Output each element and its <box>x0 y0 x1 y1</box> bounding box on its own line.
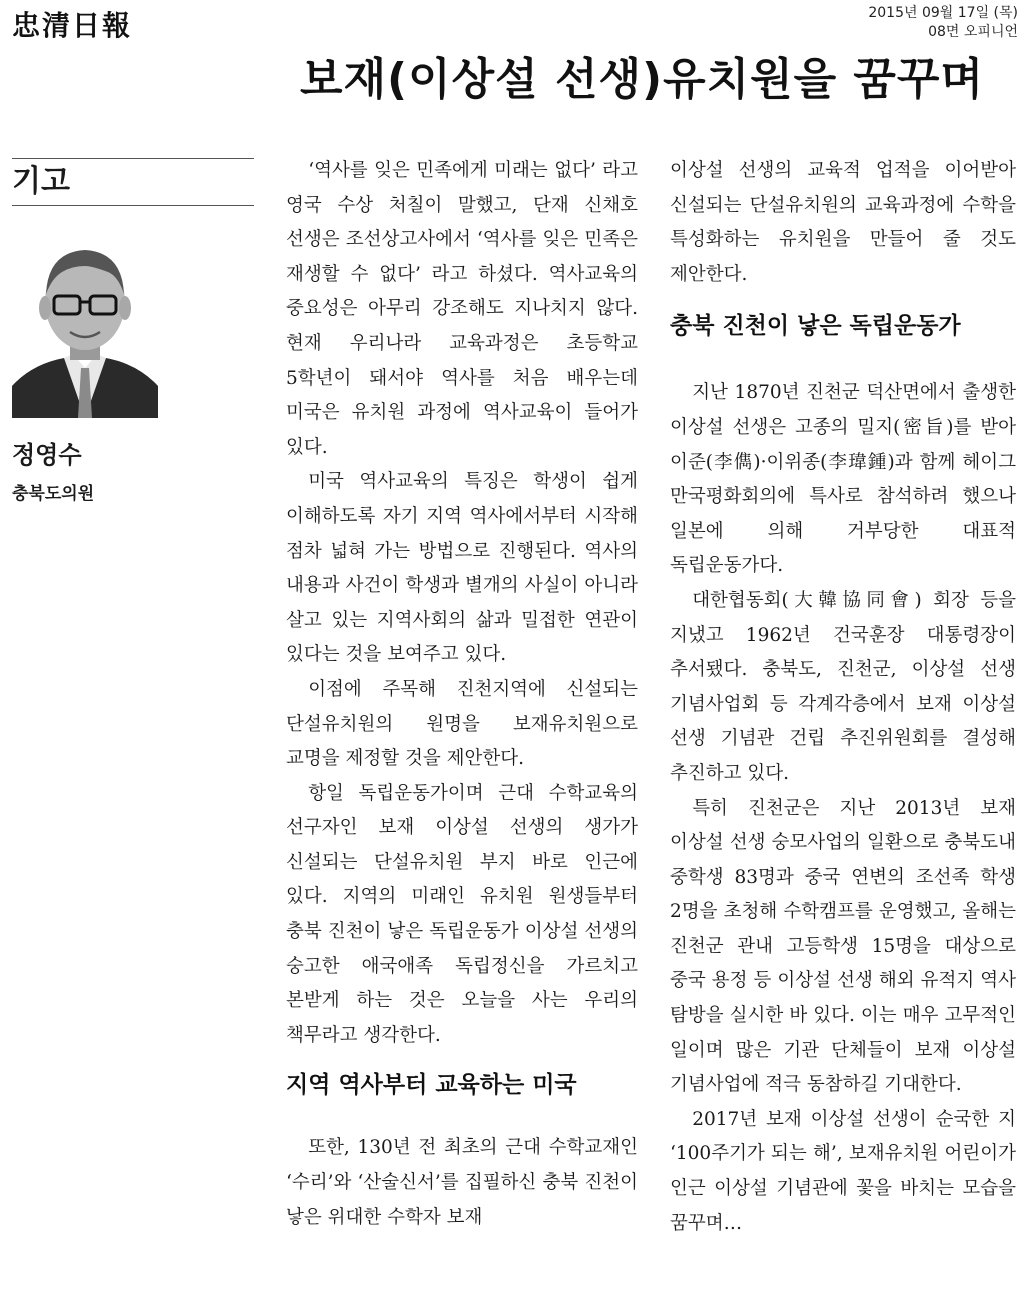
issue-date: 2015년 09월 17일 (목) <box>868 5 1018 21</box>
author-portrait <box>12 236 158 418</box>
article-paragraph: 대한협동회(大韓協同會) 회장 등을 지냈고 1962년 건국훈장 대통령장이 추서됐다. 충북도, 진천군, 이상설 선생 기념사업회 등 각계각층에서 보재 이상설 선생 기념관 건립 추진위원회를 결성해 추진하고 있다. <box>670 589 1016 784</box>
article-subheading: 충북 진천이 낳은 독립운동가 <box>670 313 961 340</box>
article-paragraph: ‘역사를 잊은 민족에게 미래는 없다’ 라고 영국 수상 처칠이 말했고, 단재 신채호 선생은 조선상고사에서 ‘역사를 잊은 민족은 재생할 수 없다’ 라고 하셨다. 역사교육의 중요성은 아무리 강조해도 지나치지 않다. 현재 우리나라 교육과정은 초등학교 5학년이 돼서야 역사를 처음 배우는데 미국은 유치원 과정에 역사교육이 들어가 있다. <box>286 160 638 458</box>
article-paragraph: 특히 진천군은 지난 2013년 보재 이상설 선생 숭모사업의 일환으로 충북도내 중학생 83명과 중국 연변의 조선족 학생 2명을 초청해 수학캠프를 운영했고, 올해는 진천군 관내 고등학생 15명을 대상으로 중국 용정 등 이상설 선생 해외 유적지 역사 탐방을 실시한 바 있다. 이는 매우 고무적인 일이며 많은 기관 단체들이 보재 이상설 기념사업에 적극 동참하길 기대한다. <box>670 797 1016 1096</box>
article-column-2 <box>670 154 1016 1241</box>
author-photo-illustration <box>12 236 158 418</box>
article-paragraph: 항일 독립운동가이며 근대 수학교육의 선구자인 보재 이상설 선생의 생가가 신설되는 단설유치원 부지 바로 인근에 있다. 지역의 미래인 유치원 원생들부터 충북 진천이 낳은 독립운동가 이상설 선생의 숭고한 애국애족 독립정신을 가르치고 본받게 하는 것은 오늘을 사는 우리의 책무라고 생각한다. <box>286 782 638 1046</box>
article-headline: 보재(이상설 선생)유치원을 꿈꾸며 <box>300 54 984 105</box>
section-label: 기고 <box>12 164 70 199</box>
article-paragraph: 이상설 선생의 교육적 업적을 이어받아 신설되는 단설유치원의 교육과정에 수학을 특성화하는 유치원을 만들어 줄 것도 제안한다. <box>670 160 1016 285</box>
article-subheading: 지역 역사부터 교육하는 미국 <box>286 1072 577 1099</box>
article-paragraph: 2017년 보재 이상설 선생이 순국한 지 ‘100주기가 되는 해’, 보재유치원 어린이가 인근 이상설 기념관에 꽃을 바치는 모습을 꿈꾸며… <box>670 1108 1016 1234</box>
author-title: 충북도의원 <box>12 484 95 504</box>
article-paragraph: 미국 역사교육의 특징은 학생이 쉽게 이해하도록 자기 지역 역사에서부터 시작해 점차 넓혀 가는 방법으로 진행된다. 역사의 내용과 사건이 학생과 별개의 사실이 아니라 살고 있는 지역사회의 삶과 밀접한 연관이 있다는 것을 보여주고 있다. <box>286 471 638 666</box>
article-column-1 <box>286 154 638 1235</box>
article-paragraph: 또한, 130년 전 최초의 근대 수학교재인 ‘수리’와 ‘산술신서’를 집필하신 충북 진천이 낳은 위대한 수학자 보재 <box>286 1137 638 1228</box>
author-name: 정영수 <box>12 441 82 469</box>
page-section: 08면 오피니언 <box>928 24 1018 40</box>
dateline <box>868 4 1018 42</box>
newspaper-masthead: 忠清日報 <box>12 9 133 42</box>
article-paragraph: 이점에 주목해 진천지역에 신설되는 단설유치원의 원명을 보재유치원으로 교명을 제정할 것을 제안한다. <box>286 678 638 770</box>
sidebar-rule-top <box>12 158 254 159</box>
article-paragraph: 지난 1870년 진천군 덕산면에서 출생한 이상설 선생은 고종의 밀지(密旨)를 받아 이준(李儁)·이위종(李瑋鍾)과 함께 헤이그 만국평화회의에 특사로 참석하려 했으나 일본에 의해 거부당한 대표적 독립운동가다. <box>670 382 1016 577</box>
sidebar-rule-bottom <box>12 205 254 206</box>
